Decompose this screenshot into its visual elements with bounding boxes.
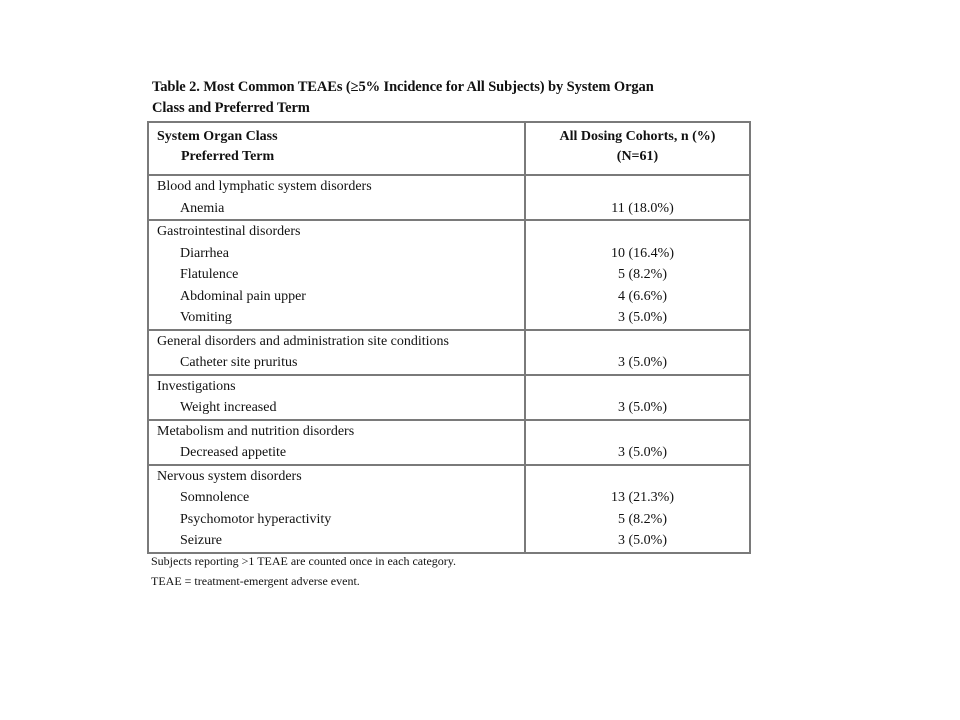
soc-label: Blood and lymphatic system disorders xyxy=(157,179,372,194)
table-row-group xyxy=(148,220,750,330)
value-cell xyxy=(525,465,750,553)
incidence-value: 3 (5.0%) xyxy=(618,533,667,548)
header-all-dosing-cohorts xyxy=(525,122,750,175)
value-cell xyxy=(525,420,750,465)
soc-cell xyxy=(148,420,525,465)
table-row-group xyxy=(148,330,750,375)
incidence-value: 11 (18.0%) xyxy=(611,200,674,216)
soc-label: Investigations xyxy=(157,378,236,394)
caption-line-2: Class and Preferred Term xyxy=(152,100,310,116)
preferred-term: Anemia xyxy=(180,200,225,216)
preferred-term: Psychomotor hyperactivity xyxy=(180,511,332,527)
table-row-group xyxy=(148,175,750,220)
incidence-value: 3 (5.0%) xyxy=(618,400,667,415)
soc-cell xyxy=(148,220,525,330)
value-cell xyxy=(525,220,750,330)
incidence-value: 13 (21.3%) xyxy=(611,490,674,505)
soc-label: General disorders and administration site conditions xyxy=(157,333,449,349)
soc-cell xyxy=(148,375,525,420)
header-soc-label: System Organ Class xyxy=(157,129,278,144)
soc-label: Metabolism and nutrition disorders xyxy=(157,423,355,439)
header-cohorts-label: All Dosing Cohorts, n (%) xyxy=(559,129,716,144)
header-n-label: (N=61) xyxy=(616,149,659,164)
footnotes xyxy=(151,551,456,591)
preferred-term: Vomiting xyxy=(180,310,232,325)
header-preferred-term-label: Preferred Term xyxy=(181,149,275,164)
preferred-term: Somnolence xyxy=(180,490,250,505)
teae-table xyxy=(147,121,751,554)
incidence-value: 10 (16.4%) xyxy=(611,245,674,261)
value-cell xyxy=(525,330,750,375)
incidence-value: 5 (8.2%) xyxy=(618,511,667,527)
table-row-group xyxy=(148,375,750,420)
header-system-organ-class xyxy=(148,122,525,175)
soc-label: Gastrointestinal disorders xyxy=(157,224,301,239)
preferred-term: Seizure xyxy=(180,533,222,548)
preferred-term: Catheter site pruritus xyxy=(180,355,298,370)
soc-cell xyxy=(148,175,525,220)
soc-cell xyxy=(148,330,525,375)
table-caption xyxy=(152,77,752,119)
caption-line-1: Table 2. Most Common TEAEs (≥5% Incidence for All Subjects) by System Organ xyxy=(152,79,654,95)
preferred-term: Flatulence xyxy=(180,267,239,282)
table-row-group xyxy=(148,465,750,553)
footnote: TEAE = treatment-emergent adverse event. xyxy=(151,574,360,588)
table-row-group xyxy=(148,420,750,465)
preferred-term: Weight increased xyxy=(180,400,277,415)
value-cell xyxy=(525,175,750,220)
soc-cell xyxy=(148,465,525,553)
value-cell xyxy=(525,375,750,420)
soc-label: Nervous system disorders xyxy=(157,468,302,484)
incidence-value: 5 (8.2%) xyxy=(618,267,667,282)
table-header-row xyxy=(148,122,750,175)
incidence-value: 3 (5.0%) xyxy=(618,310,667,325)
incidence-value: 3 (5.0%) xyxy=(618,445,667,460)
footnote: Subjects reporting >1 TEAE are counted once in each category. xyxy=(151,554,456,568)
preferred-term: Decreased appetite xyxy=(180,445,287,460)
preferred-term: Diarrhea xyxy=(180,245,229,261)
incidence-value: 4 (6.6%) xyxy=(618,288,667,304)
incidence-value: 3 (5.0%) xyxy=(618,355,667,370)
preferred-term: Abdominal pain upper xyxy=(180,288,306,304)
